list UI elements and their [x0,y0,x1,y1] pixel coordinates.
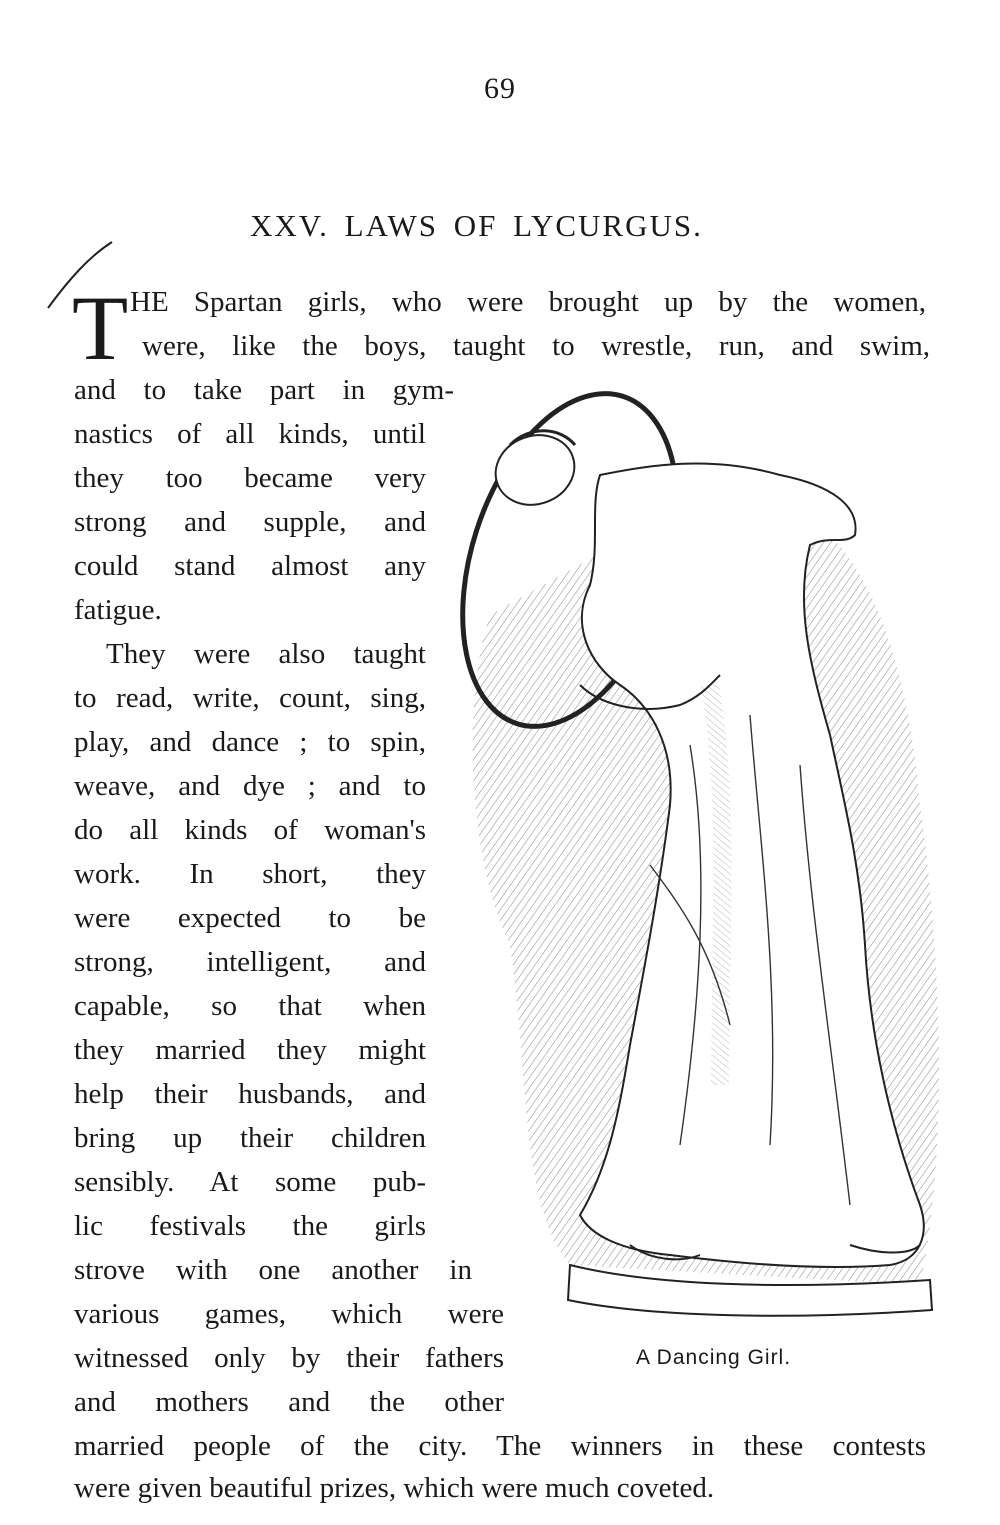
text-line: could stand almost any [74,550,426,582]
text-line: strong, intelligent, and [74,946,426,978]
illustration-caption: A Dancing Girl. [636,1346,792,1369]
text-line: weave, and dye ; and to [74,770,426,802]
text-line: fatigue. [74,594,162,626]
text-line: strove with one another in [74,1254,472,1286]
text-line: to read, write, count, sing, [74,682,426,714]
text-line: they too became very [74,462,426,494]
page-number: 69 [484,72,516,105]
text-line: nastics of all kinds, until [74,418,426,450]
text-line: capable, so that when [74,990,426,1022]
text-line: play, and dance ; to spin, [74,726,426,758]
dancing-girl-illustration [450,385,950,1340]
text-line: do all kinds of woman's [74,814,426,846]
text-line: and mothers and the other [74,1386,504,1418]
text-line: They were also taught [106,638,426,670]
text-line: bring up their children [74,1122,426,1154]
text-line: work. In short, they [74,858,426,890]
text-line: were, like the boys, taught to wrestle, run, and swim, [142,330,930,362]
text-line: lic festivals the girls [74,1210,426,1242]
text-line: help their husbands, and [74,1078,426,1110]
text-line: were given beautiful prizes, which were much coveted. [74,1472,715,1504]
text-line: sensibly. At some pub- [74,1166,426,1198]
text-line: witnessed only by their fathers [74,1342,504,1374]
text-line: married people of the city. The winners in these contests [74,1430,926,1462]
text-line: HE Spartan girls, who were brought up by the women, [130,286,926,318]
text-line: strong and supple, and [74,506,426,538]
text-line: and to take part in gym- [74,374,454,406]
text-line: they married they might [74,1034,426,1066]
chapter-title: XXV. LAWS OF LYCURGUS. [250,208,703,243]
drop-cap: T [72,277,129,379]
text-line: various games, which were [74,1298,504,1330]
text-line: were expected to be [74,902,426,934]
